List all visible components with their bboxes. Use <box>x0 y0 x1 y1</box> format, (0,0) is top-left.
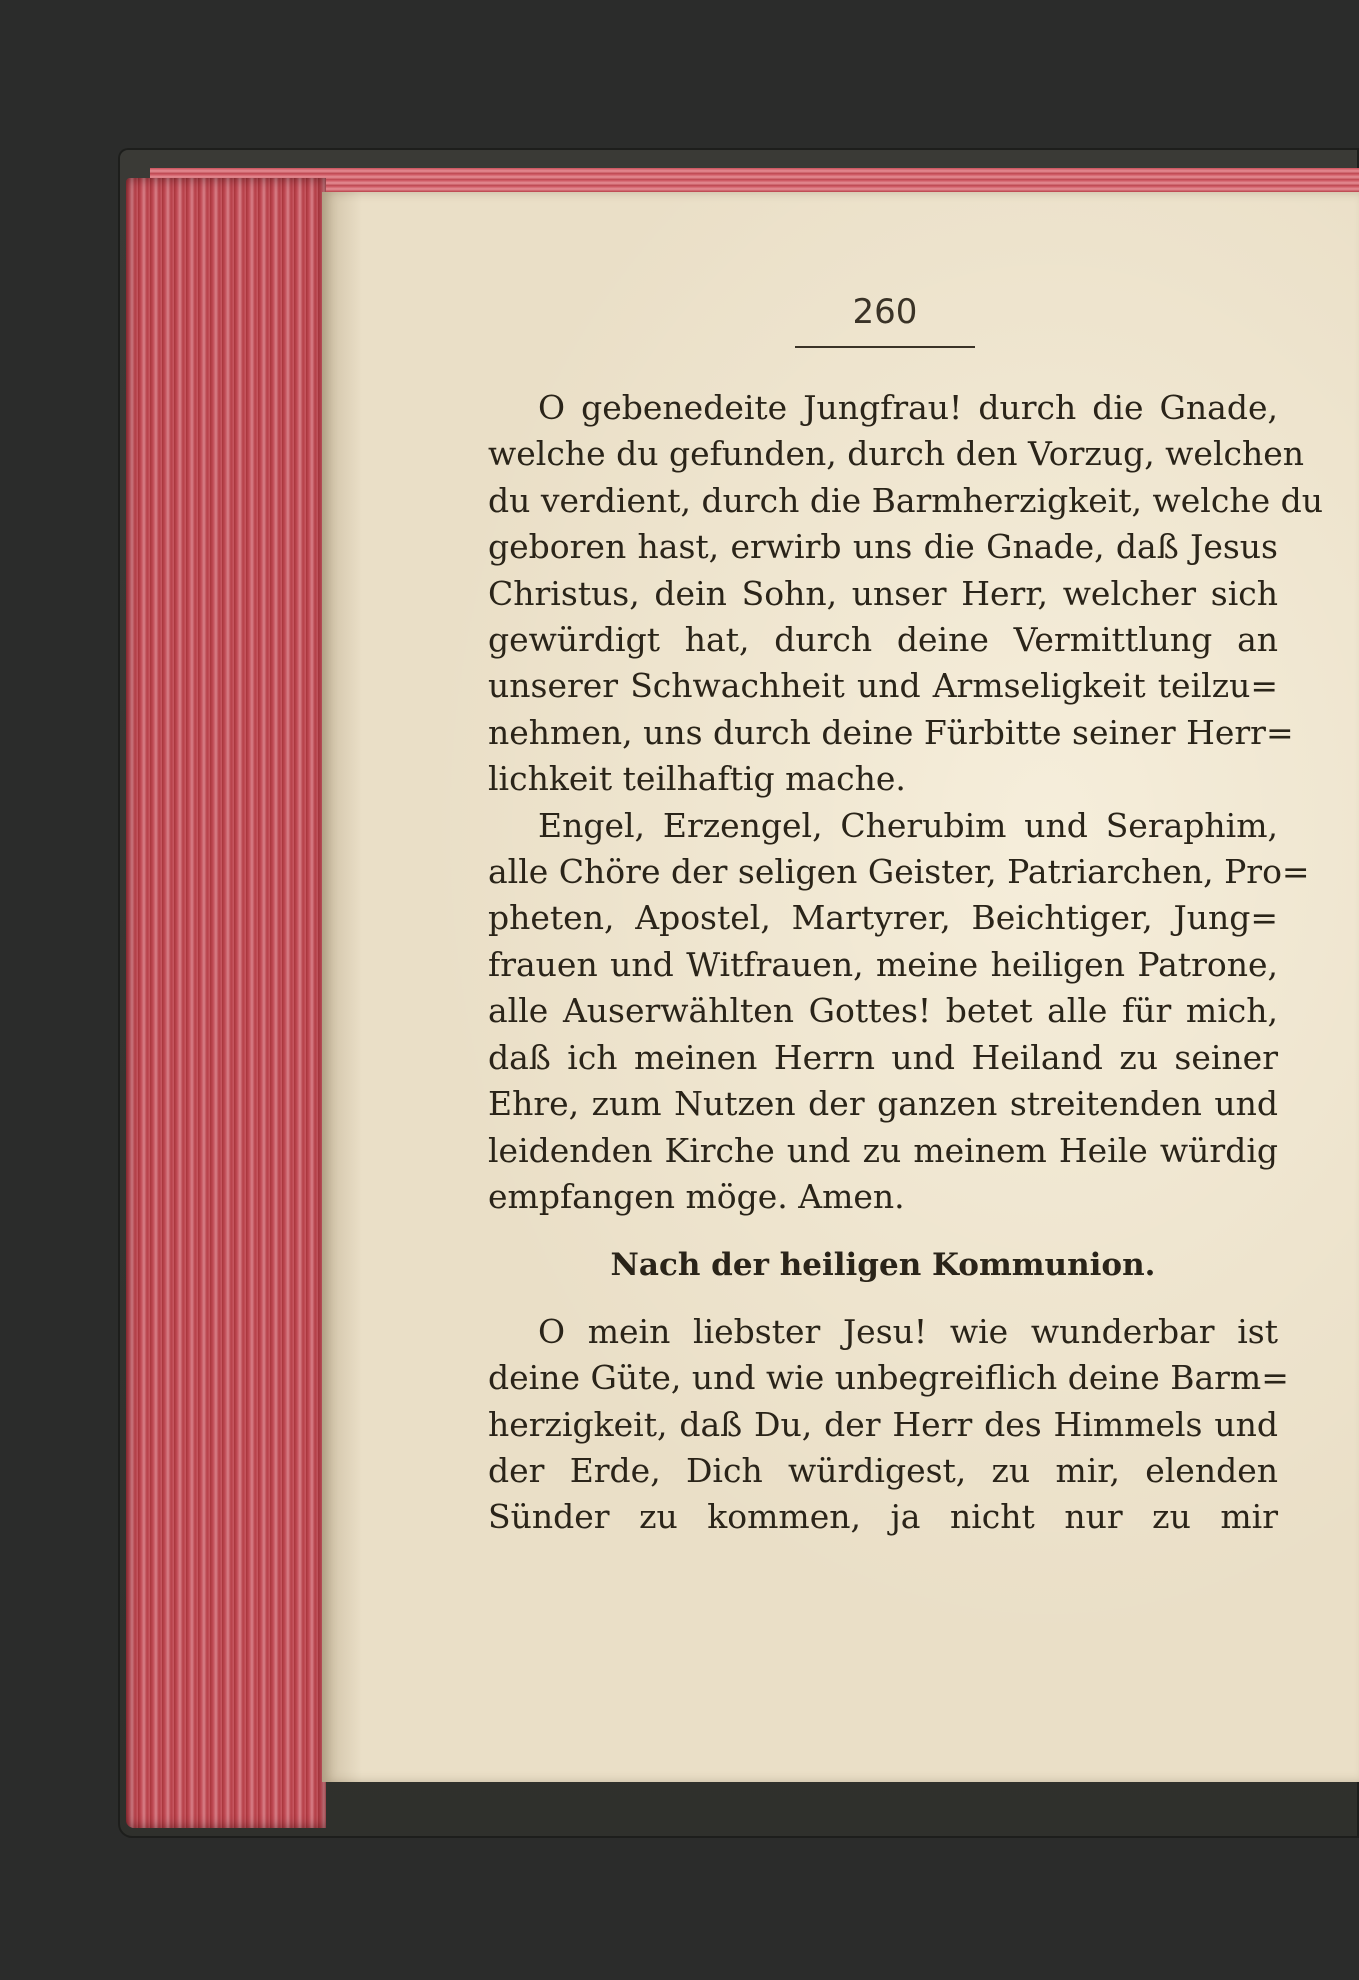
text-line: alle Auserwählten Gottes! betet alle für mich, <box>488 991 1278 1031</box>
text-line: Christus, dein Sohn, unser Herr, welcher sich <box>488 573 1278 613</box>
text-line: leidenden Kirche und zu meinem Heile würdig <box>488 1130 1278 1170</box>
paragraph-3 <box>488 1309 1289 1541</box>
text-line: herzigkeit, daß Du, der Herr des Himmels und <box>488 1404 1278 1444</box>
text-line: pheten, Apostel, Martyrer, Beichtiger, Jung= <box>488 898 1278 938</box>
text-line: deine Güte, und wie unbegreiflich deine Barm= <box>488 1358 1289 1398</box>
paragraph-2 <box>488 803 1310 1221</box>
text-line: unserer Schwachheit und Armseligkeit teilzu= <box>488 666 1278 706</box>
text-line: der Erde, Dich würdigest, zu mir, elenden <box>488 1450 1278 1490</box>
text-line: Ehre, zum Nutzen der ganzen streitenden und <box>488 1084 1278 1124</box>
page-edge-top <box>150 168 1359 194</box>
text-line: gewürdigt hat, durch deine Vermittlung an <box>488 620 1278 660</box>
text-line: geboren hast, erwirb uns die Gnade, daß Jesus <box>488 527 1278 567</box>
text-line: lichkeit teilhaftig mache. <box>488 759 906 799</box>
text-line: daß ich meinen Herrn und Heiland zu seiner <box>488 1037 1278 1077</box>
page-text <box>488 385 1323 1541</box>
text-line: du verdient, durch die Barmherzigkeit, welche du <box>488 480 1323 520</box>
text-line: alle Chöre der seligen Geister, Patriarchen, Pro= <box>488 852 1310 892</box>
text-line: nehmen, uns durch deine Fürbitte seiner Herr= <box>488 712 1294 752</box>
section-heading: Nach der heiligen Kommunion. <box>610 1247 1156 1284</box>
text-line: O mein liebster Jesu! wie wunderbar ist <box>538 1311 1278 1351</box>
text-line: frauen und Witfrauen, meine heiligen Patrone, <box>488 944 1278 984</box>
page-edges-red <box>126 178 326 1828</box>
page-number-rule <box>795 346 975 348</box>
page-number: 260 <box>852 292 918 332</box>
text-line: O gebenedeite Jungfrau! durch die Gnade, <box>538 388 1278 427</box>
text-line: welche du gefunden, durch den Vorzug, welchen <box>488 434 1305 474</box>
text-line: Engel, Erzengel, Cherubim und Seraphim, <box>538 805 1278 845</box>
text-line: Sünder zu kommen, ja nicht nur zu mir <box>488 1497 1278 1537</box>
text-line: empfangen möge. Amen. <box>488 1176 905 1216</box>
paragraph-1 <box>488 385 1323 803</box>
